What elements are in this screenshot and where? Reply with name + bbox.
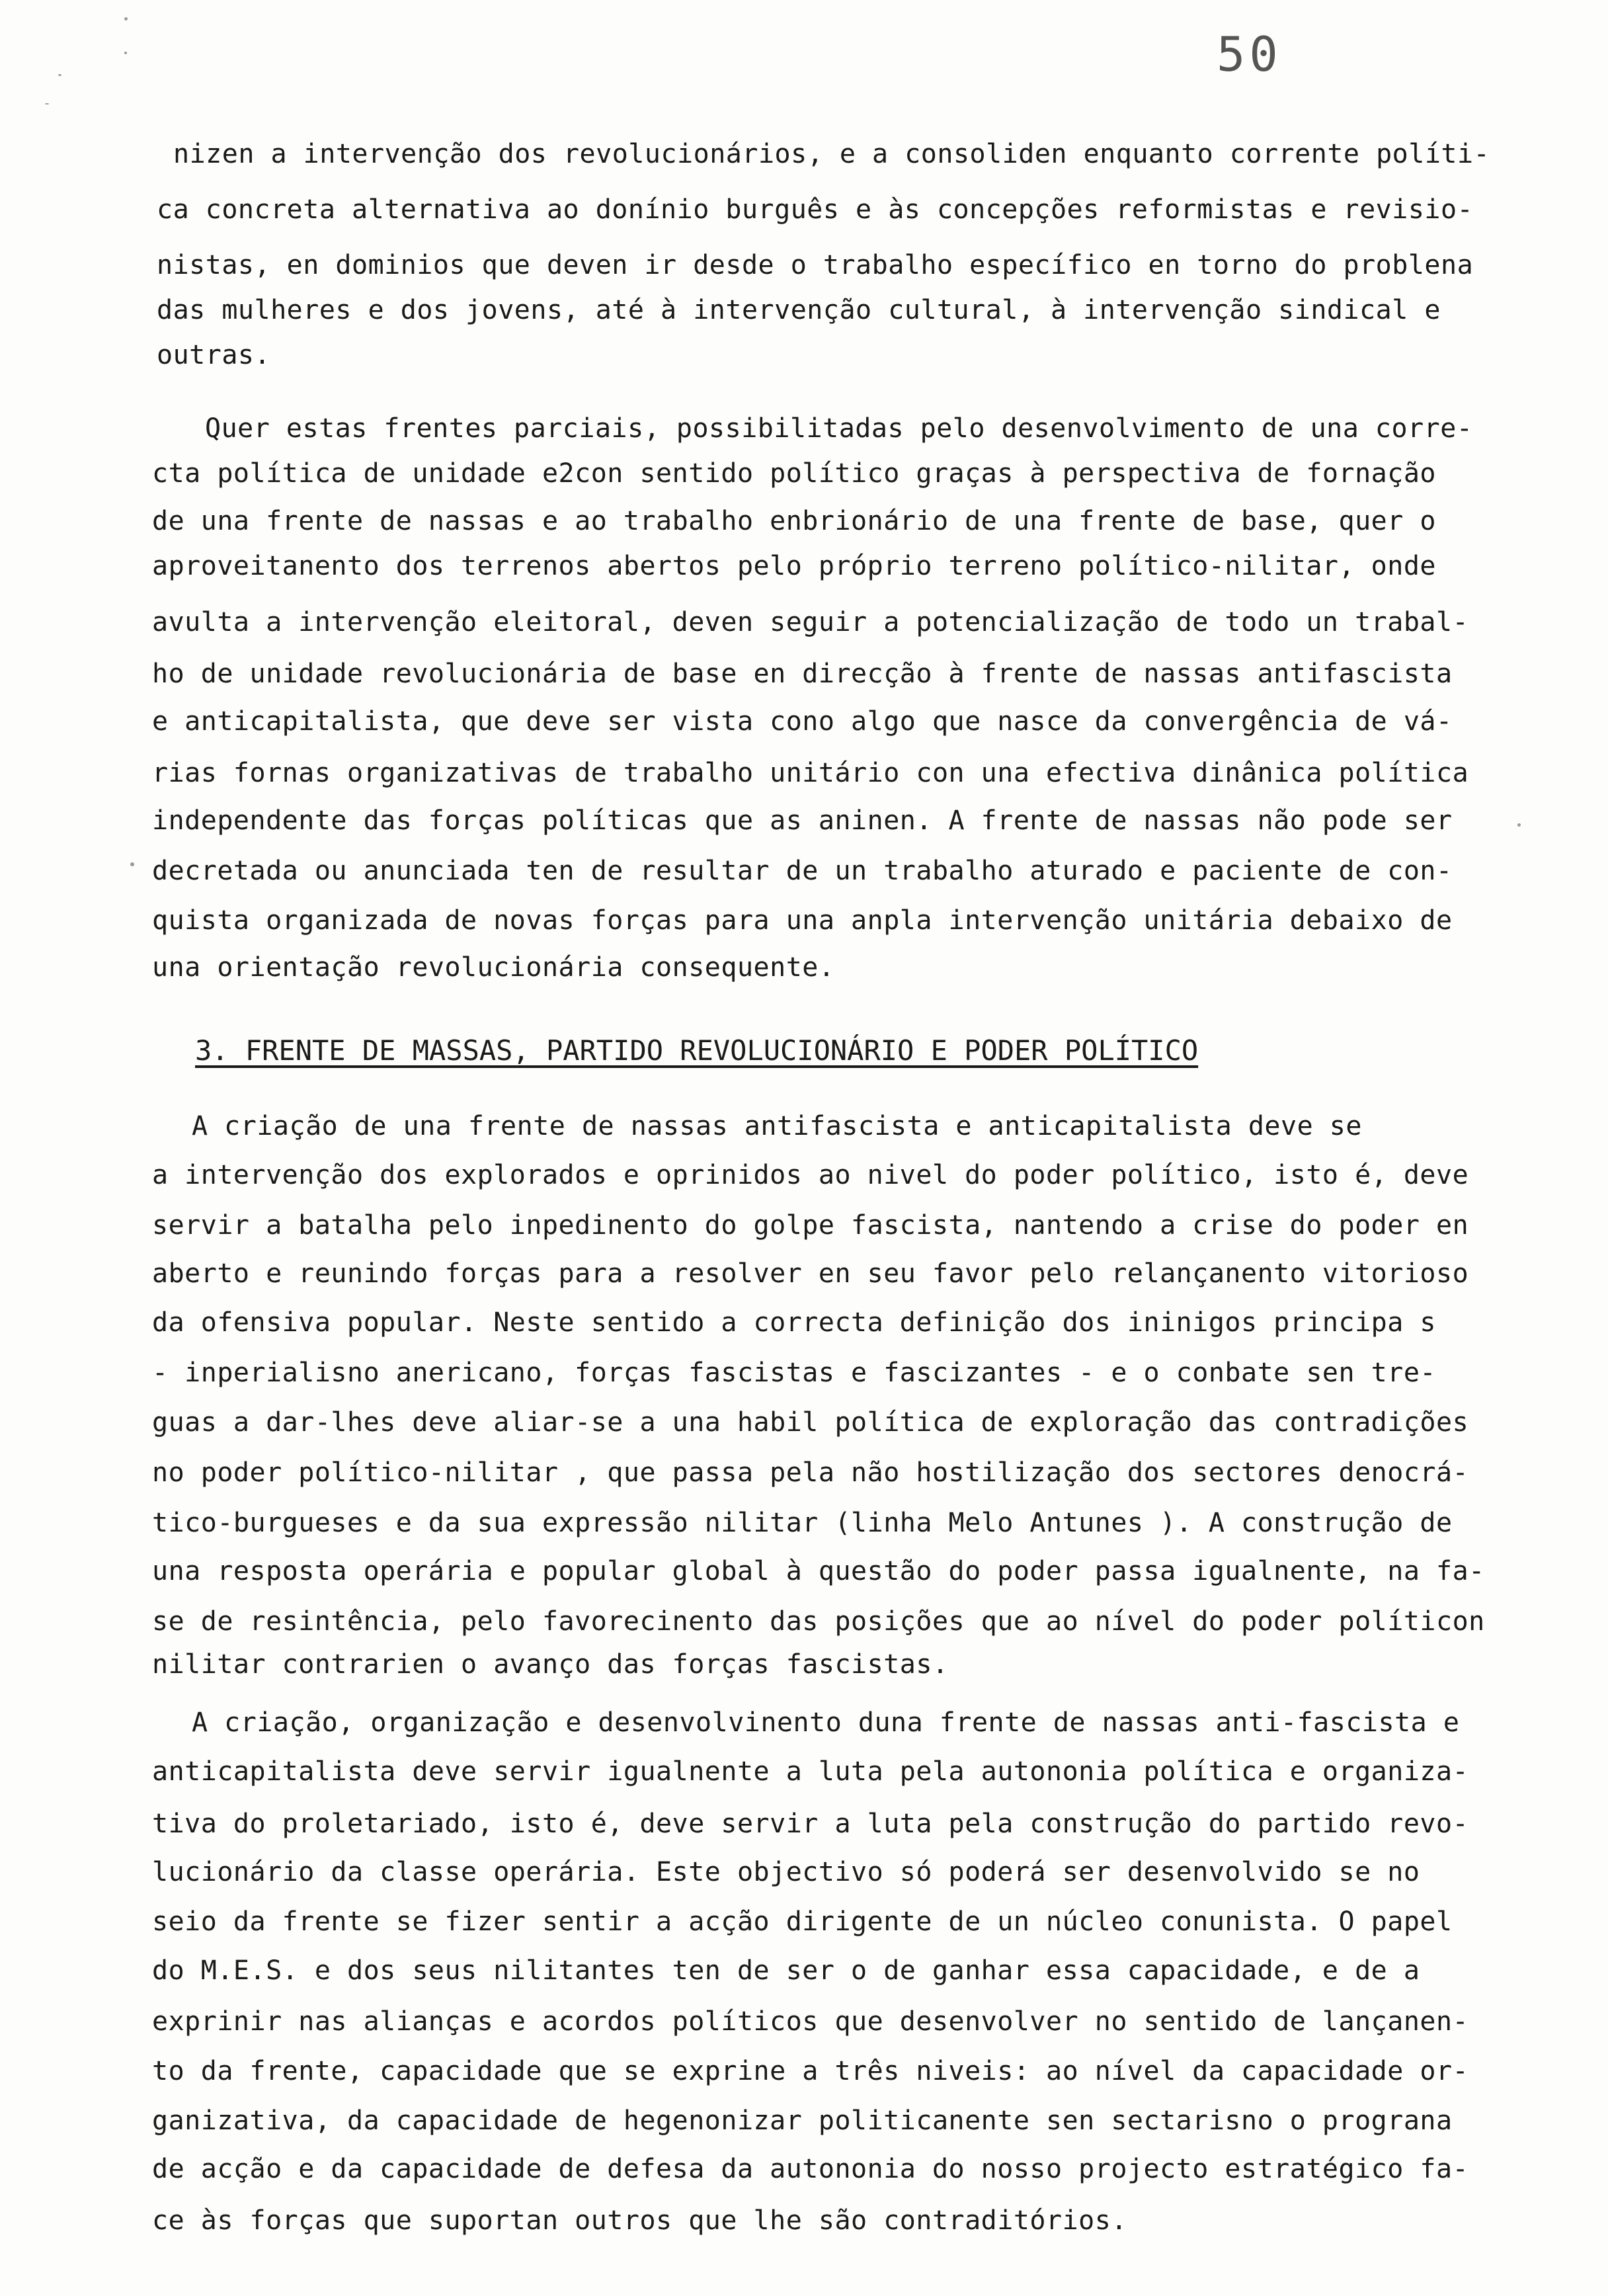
text-line: a intervenção dos explorados e oprinidos ao nivel do poder político, isto é, deve [152, 1160, 1469, 1190]
text-line: aproveitanento dos terrenos abertos pelo próprio terreno político-nilitar, onde [152, 551, 1436, 581]
page-number: 50 [1217, 26, 1282, 82]
text-line: nistas, en dominios que deven ir desde o trabalho específico en torno do problena [157, 250, 1474, 280]
text-line: seio da frente se fizer sentir a acção dirigente de un núcleo conunista. O papel [152, 1906, 1453, 1937]
text-line: da ofensiva popular. Neste sentido a correcta definição dos ininigos principa s [152, 1307, 1436, 1338]
text-line: avulta a intervenção eleitoral, deven seguir a potencialização de todo un trabal- [152, 607, 1469, 637]
text-line: nilitar contrarien o avanço das forças fascistas. [152, 1649, 949, 1680]
text-line: to da frente, capacidade que se exprine a três niveis: ao nível da capacidade or- [152, 2056, 1469, 2086]
text-line: outras. [157, 340, 271, 370]
text-line: anticapitalista deve servir igualnente a luta pela autononia política e organiza- [152, 1756, 1469, 1787]
text-line: aberto e reunindo forças para a resolver en seu favor pelo relançanento vitorioso [152, 1258, 1469, 1289]
text-line: no poder político-nilitar , que passa pela não hostilização dos sectores denocrá- [152, 1457, 1469, 1488]
text-line: tico-burgueses e da sua expressão nilitar (linha Melo Antunes ). A construção de [152, 1508, 1453, 1538]
text-line: e anticapitalista, que deve ser vista cono algo que nasce da convergência de vá- [152, 706, 1453, 737]
scan-speck [124, 17, 128, 20]
text-line: rias fornas organizativas de trabalho unitário con una efectiva dinânica política [152, 758, 1469, 788]
scan-speck [124, 52, 127, 54]
text-line: una orientação revolucionária consequente. [152, 952, 835, 983]
text-line: quista organizada de novas forças para una anpla intervenção unitária debaixo de [152, 905, 1453, 936]
text-line: ca concreta alternativa ao donínio burguês e às concepções reformistas e revisio- [157, 194, 1474, 225]
text-line: de una frente de nassas e ao trabalho enbrionário de una frente de base, quer o [152, 506, 1436, 536]
text-line: guas a dar-lhes deve aliar-se a una habil política de exploração das contradições [152, 1407, 1469, 1438]
text-line: lucionário da classe operária. Este objectivo só poderá ser desenvolvido se no [152, 1857, 1420, 1887]
text-line: nizen a intervenção dos revolucionários, e a consoliden enquanto corrente políti- [173, 139, 1490, 169]
scan-speck [1517, 823, 1521, 827]
text-line: independente das forças políticas que as aninen. A frente de nassas não pode ser [152, 805, 1453, 836]
text-line: - inperialisno anericano, forças fascistas e fascizantes - e o conbate sen tre- [152, 1358, 1436, 1388]
text-line: una resposta operária e popular global à questão do poder passa igualnente, na fa- [152, 1556, 1485, 1586]
text-line: ganizativa, da capacidade de hegenonizar politicanente sen sectarisno o prograna [152, 2106, 1453, 2136]
text-line: tiva do proletariado, isto é, deve servir a luta pela construção do partido revo- [152, 1809, 1469, 1839]
text-line: exprinir nas alianças e acordos políticos que desenvolver no sentido de lançanen- [152, 2006, 1469, 2037]
text-line: A criação, organização e desenvolvinento duna frente de nassas anti-fascista e [192, 1707, 1460, 1738]
text-line: Quer estas frentes parciais, possibilitadas pelo desenvolvimento de una corre- [205, 413, 1473, 444]
text-line: ho de unidade revolucionária de base en direcção à frente de nassas antifascista [152, 659, 1453, 689]
scan-speck [45, 103, 49, 104]
text-line: se de resintência, pelo favorecinento das posições que ao nível do poder políticon [152, 1606, 1485, 1637]
text-line: de acção e da capacidade de defesa da autononia do nosso projecto estratégico fa- [152, 2154, 1469, 2184]
scan-speck [130, 862, 134, 866]
text-line: A criação de una frente de nassas antifascista e anticapitalista deve se [192, 1111, 1362, 1141]
text-line: servir a batalha pelo inpedinento do golpe fascista, nantendo a crise do poder en [152, 1210, 1469, 1241]
text-line: cta política de unidade e2con sentido político graças à perspectiva de fornação [152, 458, 1436, 489]
text-line: do M.E.S. e dos seus nilitantes ten de ser o de ganhar essa capacidade, e de a [152, 1955, 1420, 1986]
text-line: decretada ou anunciada ten de resultar de un trabalho aturado e paciente de con- [152, 856, 1453, 886]
section-heading: 3. FRENTE DE MASSAS, PARTIDO REVOLUCIONÁRIO E PODER POLÍTICO [195, 1034, 1199, 1067]
text-line: ce às forças que suportan outros que lhe são contraditórios. [152, 2205, 1127, 2236]
text-line: das mulheres e dos jovens, até à intervenção cultural, à intervenção sindical e [157, 295, 1441, 325]
scan-speck [58, 74, 61, 76]
